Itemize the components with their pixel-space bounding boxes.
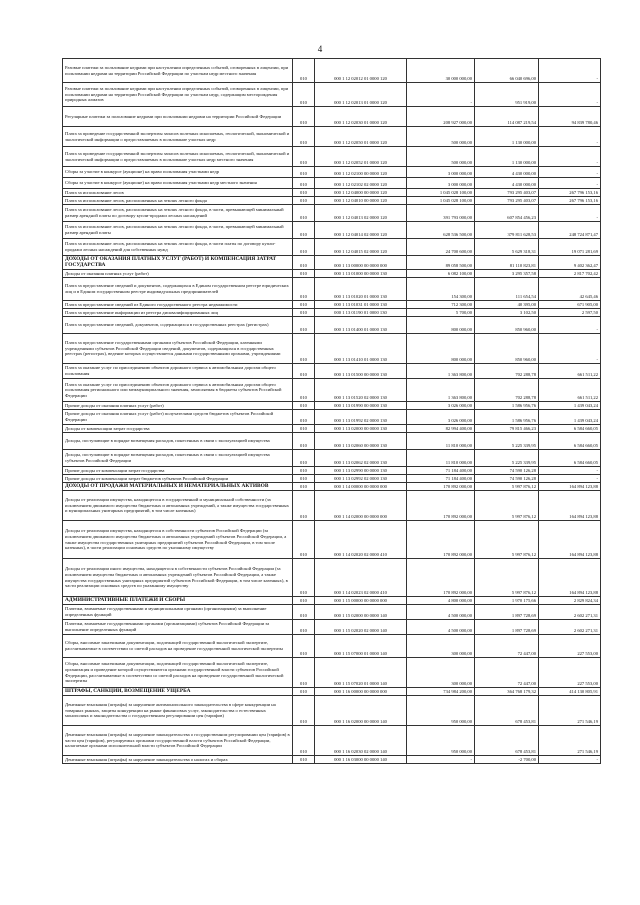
row-executed-amount-cell: 5 225 339,95 bbox=[475, 433, 539, 450]
row-executed-amount-cell: 5 997 876,12 bbox=[475, 559, 539, 597]
row-line-code-cell: 010 bbox=[293, 178, 315, 189]
row-planned-amount-cell: 800 000,00 bbox=[407, 317, 475, 334]
row-line-code-cell: 010 bbox=[293, 756, 315, 764]
table-row bbox=[63, 167, 601, 178]
table-row bbox=[63, 688, 601, 696]
row-line-code-cell: 010 bbox=[293, 450, 315, 467]
row-line-code-cell: 010 bbox=[293, 278, 315, 301]
row-line-code-cell: 010 bbox=[293, 483, 315, 491]
row-executed-amount-cell: 379 811 628,53 bbox=[475, 222, 539, 239]
row-planned-amount-cell: 4 500 000,00 bbox=[407, 620, 475, 635]
table-row bbox=[63, 620, 601, 635]
row-name-cell: Плата за предоставление сведений из Единого государственного реестра недвижимости bbox=[63, 301, 293, 309]
row-remaining-amount-cell: 164 894 123,88 bbox=[539, 521, 601, 559]
row-budget-code-cell: 000 1 13 02062 02 0000 130 bbox=[315, 450, 407, 467]
row-executed-amount-cell: 79 815 466,23 bbox=[475, 425, 539, 433]
row-remaining-amount-cell: 6 584 660,05 bbox=[539, 433, 601, 450]
row-budget-code-cell: 000 1 12 04000 00 0000 120 bbox=[315, 189, 407, 197]
row-line-code-cell: 010 bbox=[293, 222, 315, 239]
row-budget-code-cell: 000 1 12 02100 00 0000 120 bbox=[315, 167, 407, 178]
row-planned-amount-cell: 24 700 600,00 bbox=[407, 239, 475, 256]
row-budget-code-cell: 000 1 12 02102 02 0000 120 bbox=[315, 178, 407, 189]
row-line-code-cell: 010 bbox=[293, 620, 315, 635]
row-budget-code-cell: 000 1 12 04015 02 0000 120 bbox=[315, 239, 407, 256]
row-remaining-amount-cell: 1 439 043,24 bbox=[539, 410, 601, 425]
row-line-code-cell: 010 bbox=[293, 658, 315, 688]
row-name-cell: Платежи, взимаемые государственными и муниципальными органами (организациями) за выполнение определенных функций bbox=[63, 605, 293, 620]
row-name-cell: Плата за предоставление сведений, документов, содержащихся в государственных реестрах (регистрах) bbox=[63, 317, 293, 334]
row-planned-amount-cell: 950 000,00 bbox=[407, 696, 475, 726]
table-row bbox=[63, 433, 601, 450]
table-row bbox=[63, 425, 601, 433]
row-planned-amount-cell: 170 892 000,00 bbox=[407, 521, 475, 559]
row-line-code-cell: 010 bbox=[293, 127, 315, 147]
row-budget-code-cell: 000 1 13 01410 01 0000 130 bbox=[315, 334, 407, 364]
row-planned-amount-cell: 30 000 000,00 bbox=[407, 59, 475, 83]
row-remaining-amount-cell: 2 602 271,31 bbox=[539, 620, 601, 635]
row-name-cell: Сборы за участие в конкурсе (аукционе) на право пользования участками недр местного значения bbox=[63, 178, 293, 189]
row-remaining-amount-cell: - bbox=[539, 317, 601, 334]
table-row bbox=[63, 127, 601, 147]
row-remaining-amount-cell: - bbox=[539, 467, 601, 475]
row-budget-code-cell: 000 1 12 02050 01 0000 120 bbox=[315, 127, 407, 147]
row-executed-amount-cell: 678 453,81 bbox=[475, 726, 539, 756]
row-executed-amount-cell: 1 586 956,76 bbox=[475, 402, 539, 410]
row-executed-amount-cell: 850 960,00 bbox=[475, 334, 539, 364]
row-name-cell: Сборы за участие в конкурсе (аукционе) на право пользования участками недр bbox=[63, 167, 293, 178]
row-executed-amount-cell: 81 110 823,81 bbox=[475, 256, 539, 270]
row-line-code-cell: 010 bbox=[293, 256, 315, 270]
table-row bbox=[63, 605, 601, 620]
row-name-cell: Плата за проведение государственной экспертизы запасов полезных ископаемых, геологической, экономической и экологической информации о предоставляемых в пользование участках недр местного значения bbox=[63, 147, 293, 167]
row-remaining-amount-cell: 2 829 824,34 bbox=[539, 597, 601, 605]
row-budget-code-cell: 000 1 15 07020 01 0000 140 bbox=[315, 658, 407, 688]
row-executed-amount-cell: 74 590 126,28 bbox=[475, 475, 539, 483]
row-budget-code-cell: 000 1 14 02000 00 0000 000 bbox=[315, 491, 407, 521]
row-name-cell: Прочие доходы от оказания платных услуг (работ) получателями средств бюджетов субъектов Российской Федерации bbox=[63, 410, 293, 425]
row-line-code-cell: 010 bbox=[293, 726, 315, 756]
row-executed-amount-cell: 66 040 696,00 bbox=[475, 59, 539, 83]
row-executed-amount-cell: 5 997 876,12 bbox=[475, 483, 539, 491]
row-planned-amount-cell: 500 000,00 bbox=[407, 147, 475, 167]
table-row bbox=[63, 222, 601, 239]
row-executed-amount-cell: 5 997 876,12 bbox=[475, 491, 539, 521]
row-line-code-cell: 010 bbox=[293, 635, 315, 658]
row-executed-amount-cell: 1 130 000,00 bbox=[475, 147, 539, 167]
row-executed-amount-cell: 5 629 318,31 bbox=[475, 239, 539, 256]
row-line-code-cell: 010 bbox=[293, 197, 315, 205]
row-executed-amount-cell: 1 586 956,76 bbox=[475, 410, 539, 425]
row-remaining-amount-cell: 2 597,50 bbox=[539, 309, 601, 317]
row-planned-amount-cell: 950 000,00 bbox=[407, 726, 475, 756]
table-row bbox=[63, 379, 601, 402]
row-budget-code-cell: 000 1 13 01500 00 0000 130 bbox=[315, 364, 407, 379]
row-executed-amount-cell: 40 395,00 bbox=[475, 301, 539, 309]
row-planned-amount-cell: 1 363 800,00 bbox=[407, 379, 475, 402]
row-line-code-cell: 010 bbox=[293, 59, 315, 83]
row-budget-code-cell: 000 1 12 02030 01 0000 120 bbox=[315, 107, 407, 127]
row-executed-amount-cell: -2 700,00 bbox=[475, 756, 539, 764]
row-name-cell: Разовые платежи за пользование недрами при наступлении определенных событий, оговоренных в лицензии, при пользовании недрами на территории Российской Федерации по участкам недр, содержащим месторождения природных алмазов bbox=[63, 83, 293, 107]
row-budget-code-cell: 000 1 12 02013 01 0000 120 bbox=[315, 83, 407, 107]
row-budget-code-cell: 000 1 13 01031 01 0000 130 bbox=[315, 301, 407, 309]
table-row bbox=[63, 334, 601, 364]
row-budget-code-cell: 000 1 13 02000 00 0000 130 bbox=[315, 425, 407, 433]
table-row bbox=[63, 635, 601, 658]
row-planned-amount-cell: 170 892 000,00 bbox=[407, 483, 475, 491]
row-budget-code-cell: 000 1 15 07000 01 0000 140 bbox=[315, 635, 407, 658]
row-name-cell: Плата за использование лесов, расположенных на землях лесного фонда, в части платы по договору купли-продажи лесных насаждений для собственных нужд bbox=[63, 239, 293, 256]
row-line-code-cell: 010 bbox=[293, 364, 315, 379]
row-name-cell: Прочие доходы от компенсации затрат бюджетов субъектов Российской Федерации bbox=[63, 475, 293, 483]
row-executed-amount-cell: 1 130 000,00 bbox=[475, 127, 539, 147]
table-row bbox=[63, 197, 601, 205]
row-executed-amount-cell: 72 447,00 bbox=[475, 635, 539, 658]
row-remaining-amount-cell: 94 839 780,46 bbox=[539, 107, 601, 127]
row-line-code-cell: 010 bbox=[293, 189, 315, 197]
row-remaining-amount-cell: - bbox=[539, 127, 601, 147]
table-row bbox=[63, 467, 601, 475]
row-planned-amount-cell: 11 810 000,00 bbox=[407, 433, 475, 450]
row-planned-amount-cell: 3 000 000,00 bbox=[407, 167, 475, 178]
row-executed-amount-cell: 3 295 357,58 bbox=[475, 270, 539, 278]
row-line-code-cell: 010 bbox=[293, 467, 315, 475]
row-planned-amount-cell: 4 800 000,00 bbox=[407, 597, 475, 605]
row-name-cell: Доходы от реализации имущества, находящегося в государственной и муниципальной собственности (за исключением движимого имущества бюджетных и автономных учреждений, а также имущества государственных и муниципальных унитарных предприятий, в том числе казенных) bbox=[63, 491, 293, 521]
row-remaining-amount-cell: 9 402 362,47 bbox=[539, 256, 601, 270]
row-budget-code-cell: 000 1 13 02992 02 0000 130 bbox=[315, 475, 407, 483]
row-planned-amount-cell: 500 000,00 bbox=[407, 127, 475, 147]
row-line-code-cell: 010 bbox=[293, 410, 315, 425]
table-row bbox=[63, 107, 601, 127]
row-executed-amount-cell: 678 453,81 bbox=[475, 696, 539, 726]
row-name-cell: Денежные взыскания (штрафы) за нарушение законодательства о налогах и сборах bbox=[63, 756, 293, 764]
row-budget-code-cell: 000 1 16 03000 00 0000 140 bbox=[315, 756, 407, 764]
row-name-cell: Плата за использование лесов bbox=[63, 189, 293, 197]
row-planned-amount-cell: 391 793 000,00 bbox=[407, 205, 475, 222]
row-remaining-amount-cell: - bbox=[539, 205, 601, 222]
row-budget-code-cell: 000 1 13 01992 02 0000 130 bbox=[315, 410, 407, 425]
row-planned-amount-cell: 1 045 028 100,00 bbox=[407, 189, 475, 197]
row-remaining-amount-cell: 6 584 660,05 bbox=[539, 425, 601, 433]
row-line-code-cell: 010 bbox=[293, 605, 315, 620]
row-budget-code-cell: 000 1 13 01400 01 0000 130 bbox=[315, 317, 407, 334]
table-row bbox=[63, 278, 601, 301]
row-remaining-amount-cell: 227 553,00 bbox=[539, 658, 601, 688]
row-line-code-cell: 010 bbox=[293, 317, 315, 334]
row-remaining-amount-cell: 2 817 702,42 bbox=[539, 270, 601, 278]
row-remaining-amount-cell: 164 894 123,88 bbox=[539, 559, 601, 597]
row-remaining-amount-cell: 42 645,46 bbox=[539, 278, 601, 301]
row-planned-amount-cell: - bbox=[407, 756, 475, 764]
row-budget-code-cell: 000 1 12 04013 02 0000 120 bbox=[315, 205, 407, 222]
row-name-cell: ШТРАФЫ, САНКЦИИ, ВОЗМЕЩЕНИЕ УЩЕРБА bbox=[63, 688, 293, 696]
row-line-code-cell: 010 bbox=[293, 379, 315, 402]
row-remaining-amount-cell: 271 546,19 bbox=[539, 726, 601, 756]
table-row bbox=[63, 696, 601, 726]
row-line-code-cell: 010 bbox=[293, 239, 315, 256]
row-executed-amount-cell: 5 225 339,95 bbox=[475, 450, 539, 467]
row-budget-code-cell: 000 1 13 01020 01 0000 130 bbox=[315, 278, 407, 301]
row-budget-code-cell: 000 1 13 02060 00 0000 130 bbox=[315, 433, 407, 450]
row-planned-amount-cell: 300 000,00 bbox=[407, 635, 475, 658]
row-planned-amount-cell: 300 000,00 bbox=[407, 658, 475, 688]
table-row bbox=[63, 256, 601, 270]
table-row bbox=[63, 364, 601, 379]
row-planned-amount-cell: 5 700,00 bbox=[407, 309, 475, 317]
row-planned-amount-cell: 4 500 000,00 bbox=[407, 605, 475, 620]
row-planned-amount-cell: 82 994 400,00 bbox=[407, 425, 475, 433]
row-budget-code-cell: 000 1 16 02000 00 0000 140 bbox=[315, 696, 407, 726]
row-executed-amount-cell: 1 897 728,69 bbox=[475, 605, 539, 620]
row-name-cell: Плата за предоставление информации из реестра дисквалифицированных лиц bbox=[63, 309, 293, 317]
row-budget-code-cell: 000 1 13 00000 00 0000 000 bbox=[315, 256, 407, 270]
row-line-code-cell: 010 bbox=[293, 270, 315, 278]
row-executed-amount-cell: 607 854 456,23 bbox=[475, 205, 539, 222]
row-name-cell: Прочие доходы от компенсации затрат государства bbox=[63, 467, 293, 475]
row-line-code-cell: 010 bbox=[293, 559, 315, 597]
row-name-cell: Денежные взыскания (штрафы) за нарушение антимонопольного законодательства в сфере конкуренции на товарных рынках, защиты конкуренции на рынке финансовых услуг, законодательства о естественных монополиях и законодательства о государственном регулировании цен (тарифов) bbox=[63, 696, 293, 726]
row-planned-amount-cell: 3 026 000,00 bbox=[407, 402, 475, 410]
row-remaining-amount-cell: 164 894 123,88 bbox=[539, 491, 601, 521]
row-name-cell: Сборы, вносимые заказчиками документации, подлежащей государственной экологической экспертизе, организация и проведение которой осуществляются органами государственной власти субъектов Российской Федерации, рассчитываемые в соответствии со сметой расходов на проведение государственной экологической экспертизы bbox=[63, 658, 293, 688]
row-remaining-amount-cell: - bbox=[539, 83, 601, 107]
row-remaining-amount-cell: 248 724 871,47 bbox=[539, 222, 601, 239]
row-executed-amount-cell: 793 295 403,07 bbox=[475, 197, 539, 205]
table-row bbox=[63, 597, 601, 605]
row-line-code-cell: 010 bbox=[293, 425, 315, 433]
row-planned-amount-cell: 734 984 200,00 bbox=[407, 688, 475, 696]
row-executed-amount-cell: 1 970 175,66 bbox=[475, 597, 539, 605]
row-budget-code-cell: 000 1 13 01990 00 0000 130 bbox=[315, 402, 407, 410]
row-line-code-cell: 010 bbox=[293, 491, 315, 521]
row-budget-code-cell: 000 1 15 00000 00 0000 000 bbox=[315, 597, 407, 605]
table-row bbox=[63, 309, 601, 317]
row-name-cell: Плата за предоставление государственными органами субъектов Российской Федерации, казенными учреждениями субъектов Российской Федерации сведений, документов, содержащихся в государственных реестрах (регистрах), ведение которых осуществляется данными государственными органами, учреждениями bbox=[63, 334, 293, 364]
row-budget-code-cell: 000 1 12 04010 00 0000 120 bbox=[315, 197, 407, 205]
row-line-code-cell: 010 bbox=[293, 147, 315, 167]
row-line-code-cell: 010 bbox=[293, 433, 315, 450]
row-line-code-cell: 010 bbox=[293, 83, 315, 107]
row-line-code-cell: 010 bbox=[293, 309, 315, 317]
row-name-cell: ДОХОДЫ ОТ ОКАЗАНИЯ ПЛАТНЫХ УСЛУГ (РАБОТ) И КОМПЕНСАЦИЯ ЗАТРАТ ГОСУДАРСТВА bbox=[63, 256, 293, 270]
row-name-cell: Платежи, взимаемые государственными органами (организациями) субъектов Российской Федерации за выполнение определенных функций bbox=[63, 620, 293, 635]
row-planned-amount-cell: 170 892 000,00 bbox=[407, 559, 475, 597]
row-name-cell: АДМИНИСТРАТИВНЫЕ ПЛАТЕЖИ И СБОРЫ bbox=[63, 597, 293, 605]
row-line-code-cell: 010 bbox=[293, 696, 315, 726]
row-executed-amount-cell: 74 590 126,28 bbox=[475, 467, 539, 475]
row-remaining-amount-cell: 671 905,00 bbox=[539, 301, 601, 309]
row-name-cell: Плата за предоставление сведений и документов, содержащихся в Едином государственном реестре юридических лиц и в Едином государственном реестре индивидуальных предпринимателей bbox=[63, 278, 293, 301]
row-remaining-amount-cell: 227 553,00 bbox=[539, 635, 601, 658]
page-number: 4 bbox=[317, 44, 323, 54]
row-budget-code-cell: 000 1 12 02012 01 0000 120 bbox=[315, 59, 407, 83]
row-planned-amount-cell: 89 058 500,00 bbox=[407, 256, 475, 270]
row-remaining-amount-cell: 661 511,22 bbox=[539, 364, 601, 379]
table-row bbox=[63, 658, 601, 688]
table-row bbox=[63, 475, 601, 483]
row-executed-amount-cell: 850 960,00 bbox=[475, 317, 539, 334]
row-remaining-amount-cell: 164 894 123,88 bbox=[539, 483, 601, 491]
row-remaining-amount-cell: 19 071 281,69 bbox=[539, 239, 601, 256]
row-executed-amount-cell: 951 919,00 bbox=[475, 83, 539, 107]
table-row bbox=[63, 83, 601, 107]
row-remaining-amount-cell: - bbox=[539, 178, 601, 189]
row-executed-amount-cell: 793 295 403,07 bbox=[475, 189, 539, 197]
row-name-cell: Прочие доходы от оказания платных услуг (работ) bbox=[63, 402, 293, 410]
row-line-code-cell: 010 bbox=[293, 205, 315, 222]
row-executed-amount-cell: 4 430 000,00 bbox=[475, 178, 539, 189]
row-planned-amount-cell: 71 184 400,00 bbox=[407, 467, 475, 475]
row-name-cell: Плата за оказание услуг по присоединению объектов дорожного сервиса к автомобильным дорогам общего пользования bbox=[63, 364, 293, 379]
row-name-cell: Плата за использование лесов, расположенных на землях лесного фонда, в части, превышающей минимальный размер арендной платы по договору купли-продажи лесных насаждений bbox=[63, 205, 293, 222]
row-budget-code-cell: 000 1 16 00000 00 0000 000 bbox=[315, 688, 407, 696]
row-line-code-cell: 010 bbox=[293, 688, 315, 696]
row-remaining-amount-cell: - bbox=[539, 59, 601, 83]
row-planned-amount-cell: 71 184 400,00 bbox=[407, 475, 475, 483]
row-planned-amount-cell: 628 536 500,00 bbox=[407, 222, 475, 239]
table-row bbox=[63, 410, 601, 425]
row-budget-code-cell: 000 1 12 04014 02 0000 120 bbox=[315, 222, 407, 239]
row-executed-amount-cell: 3 102,50 bbox=[475, 309, 539, 317]
row-planned-amount-cell: 1 045 028 100,00 bbox=[407, 197, 475, 205]
row-budget-code-cell: 000 1 13 01190 01 0000 130 bbox=[315, 309, 407, 317]
row-remaining-amount-cell: 414 130 805,91 bbox=[539, 688, 601, 696]
table-row bbox=[63, 178, 601, 189]
row-planned-amount-cell: 6 082 100,00 bbox=[407, 270, 475, 278]
row-budget-code-cell: 000 1 14 02020 02 0000 410 bbox=[315, 521, 407, 559]
row-planned-amount-cell: 208 927 000,00 bbox=[407, 107, 475, 127]
row-budget-code-cell: 000 1 16 02030 02 0000 140 bbox=[315, 726, 407, 756]
row-remaining-amount-cell: - bbox=[539, 756, 601, 764]
row-planned-amount-cell: 154 300,00 bbox=[407, 278, 475, 301]
row-executed-amount-cell: 1 897 728,69 bbox=[475, 620, 539, 635]
row-name-cell: Плата за использование лесов, расположенных на землях лесного фонда bbox=[63, 197, 293, 205]
row-planned-amount-cell: 3 026 000,00 bbox=[407, 410, 475, 425]
row-planned-amount-cell: 712 300,00 bbox=[407, 301, 475, 309]
row-remaining-amount-cell: 1 439 043,24 bbox=[539, 402, 601, 410]
row-name-cell: Доходы, поступающие в порядке возмещения расходов, понесенных в связи с эксплуатацией имущества субъектов Российской Федерации bbox=[63, 450, 293, 467]
row-budget-code-cell: 000 1 15 02000 00 0000 140 bbox=[315, 605, 407, 620]
row-remaining-amount-cell: 267 796 153,16 bbox=[539, 197, 601, 205]
table-row bbox=[63, 301, 601, 309]
row-name-cell: Доходы, поступающие в порядке возмещения расходов, понесенных в связи с эксплуатацией имущества bbox=[63, 433, 293, 450]
table-row bbox=[63, 756, 601, 764]
table-row bbox=[63, 59, 601, 83]
row-line-code-cell: 010 bbox=[293, 167, 315, 178]
row-remaining-amount-cell: - bbox=[539, 334, 601, 364]
table-row bbox=[63, 450, 601, 467]
row-planned-amount-cell: 800 000,00 bbox=[407, 334, 475, 364]
row-executed-amount-cell: 111 654,54 bbox=[475, 278, 539, 301]
table-row bbox=[63, 483, 601, 491]
row-executed-amount-cell: 702 288,78 bbox=[475, 379, 539, 402]
row-remaining-amount-cell: 6 584 660,05 bbox=[539, 450, 601, 467]
row-executed-amount-cell: 4 430 000,00 bbox=[475, 167, 539, 178]
row-remaining-amount-cell: 661 511,22 bbox=[539, 379, 601, 402]
table-row bbox=[63, 239, 601, 256]
table-row bbox=[63, 205, 601, 222]
row-remaining-amount-cell: - bbox=[539, 147, 601, 167]
table-row bbox=[63, 491, 601, 521]
row-budget-code-cell: 000 1 13 02990 00 0000 130 bbox=[315, 467, 407, 475]
row-remaining-amount-cell: 2 602 271,31 bbox=[539, 605, 601, 620]
row-name-cell: Доходы от оказания платных услуг (работ) bbox=[63, 270, 293, 278]
row-planned-amount-cell: 11 810 000,00 bbox=[407, 450, 475, 467]
row-name-cell: Разовые платежи за пользование недрами при наступлении определенных событий, оговоренных в лицензии, при пользовании недрами на территории Российской Федерации по участкам недр местного значения bbox=[63, 59, 293, 83]
row-line-code-cell: 010 bbox=[293, 597, 315, 605]
row-planned-amount-cell: 170 892 000,00 bbox=[407, 491, 475, 521]
row-name-cell: Сборы, вносимые заказчиками документации, подлежащей государственной экологической экспертизе, рассчитываемые в соответствии со сметой расходов на проведение государственной экологической экспертизы bbox=[63, 635, 293, 658]
row-name-cell: Плата за проведение государственной экспертизы запасов полезных ископаемых, геологической, экономической и экологической информации о предоставляемых в пользование участках недр bbox=[63, 127, 293, 147]
row-executed-amount-cell: 5 997 876,12 bbox=[475, 521, 539, 559]
row-budget-code-cell: 000 1 13 01520 02 0000 130 bbox=[315, 379, 407, 402]
row-executed-amount-cell: 364 768 179,32 bbox=[475, 688, 539, 696]
row-executed-amount-cell: 114 087 219,54 bbox=[475, 107, 539, 127]
row-remaining-amount-cell: - bbox=[539, 475, 601, 483]
row-line-code-cell: 010 bbox=[293, 521, 315, 559]
row-remaining-amount-cell: 271 546,19 bbox=[539, 696, 601, 726]
row-planned-amount-cell: 3 000 000,00 bbox=[407, 178, 475, 189]
table-row bbox=[63, 521, 601, 559]
row-planned-amount-cell: - bbox=[407, 83, 475, 107]
row-name-cell: Плата за использование лесов, расположенных на землях лесного фонда, в части, превышающей минимальный размер арендной платы bbox=[63, 222, 293, 239]
row-executed-amount-cell: 702 288,78 bbox=[475, 364, 539, 379]
table-row bbox=[63, 726, 601, 756]
row-executed-amount-cell: 72 447,00 bbox=[475, 658, 539, 688]
row-budget-code-cell: 000 1 12 02052 01 0000 120 bbox=[315, 147, 407, 167]
row-name-cell: Доходы от реализации иного имущества, находящегося в собственности субъектов Российской Федерации (за исключением имущества бюджетных и автономных учреждений субъектов Российской Федерации, а также имущества государственных унитарных предприятий субъектов Российской Федерации, в том числе казенных), в части реализации основных средств по указанному имуществу bbox=[63, 559, 293, 597]
row-name-cell: Доходы от реализации имущества, находящегося в собственности субъектов Российской Федерации (за исключением движимого имущества бюджетных и автономных учреждений субъектов Российской Федерации, а также имущества государственных унитарных предприятий субъектов Российской Федерации, в том числе казенных), в части реализации основных средств по указанному имуществу bbox=[63, 521, 293, 559]
row-line-code-cell: 010 bbox=[293, 402, 315, 410]
row-planned-amount-cell: 1 363 800,00 bbox=[407, 364, 475, 379]
row-remaining-amount-cell: 267 796 153,16 bbox=[539, 189, 601, 197]
table-row bbox=[63, 270, 601, 278]
row-name-cell: Денежные взыскания (штрафы) за нарушение законодательства о государственном регулировании цен (тарифов) в части цен (тарифов), регулируемых органами государственной власти субъектов Российской Федерации, налагаемые органами исполнительной власти субъектов Российской Федерации bbox=[63, 726, 293, 756]
row-budget-code-cell: 000 1 15 02020 02 0000 140 bbox=[315, 620, 407, 635]
table-row bbox=[63, 402, 601, 410]
table-row bbox=[63, 189, 601, 197]
row-name-cell: Регулярные платежи за пользование недрами при пользовании недрами на территории Российской Федерации bbox=[63, 107, 293, 127]
row-line-code-cell: 010 bbox=[293, 475, 315, 483]
row-name-cell: Доходы от компенсации затрат государства bbox=[63, 425, 293, 433]
table-row bbox=[63, 317, 601, 334]
row-budget-code-cell: 000 1 13 01000 00 0000 130 bbox=[315, 270, 407, 278]
row-budget-code-cell: 000 1 14 02023 02 0000 410 bbox=[315, 559, 407, 597]
row-name-cell: Плата за оказание услуг по присоединению объектов дорожного сервиса к автомобильным дорогам общего пользования регионального или межмуниципального значения, зачисляемая в бюджеты субъектов Российской Федерации bbox=[63, 379, 293, 402]
row-line-code-cell: 010 bbox=[293, 107, 315, 127]
row-line-code-cell: 010 bbox=[293, 301, 315, 309]
row-budget-code-cell: 000 1 14 00000 00 0000 000 bbox=[315, 483, 407, 491]
table-row bbox=[63, 147, 601, 167]
row-name-cell: ДОХОДЫ ОТ ПРОДАЖИ МАТЕРИАЛЬНЫХ И НЕМАТЕРИАЛЬНЫХ АКТИВОВ bbox=[63, 483, 293, 491]
table-row bbox=[63, 559, 601, 597]
row-line-code-cell: 010 bbox=[293, 334, 315, 364]
row-remaining-amount-cell: - bbox=[539, 167, 601, 178]
income-table bbox=[62, 58, 601, 764]
